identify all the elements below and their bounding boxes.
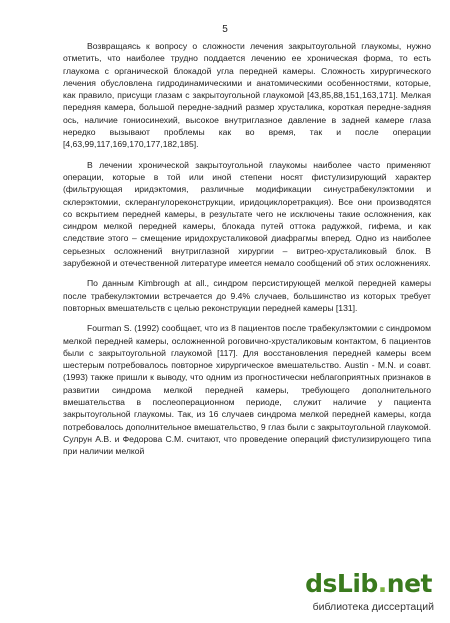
- logo-tld: net: [386, 569, 432, 598]
- paragraph-3: По данным Kimbrough at all., синдром персистирующей мелкой передней камеры после трабекулэктомии встречается до 9.4% случаев, большинство из которых требует повторных вмешательств с целью реконструкции передней камеры [131].: [63, 278, 431, 313]
- dslib-watermark[interactable]: [286, 569, 436, 613]
- logo-dot: .: [377, 569, 387, 598]
- paragraph-2: В лечении хронической закрытоугольной глаукомы наиболее часто применяют операции, которые в той или иной степени носят фистулизирующий характер (фильтрующая иридэктомия, различные модификации синустрабекулэктомии и склерэктомии, склерангулореконструкции, иридоциклоретракция). Все они производятся со вскрытием передней камеры, в результате чего не исключены такие осложнения, как синдром мелкой передней камеры, блокада путей оттока радужкой, гифема, и как следствие этого – смещение иридохрусталиковой диафрагмы вперед. Одно из наиболее серьезных осложнений внутриглазной хирургии – витрео-хрусталиковый блок. В зарубежной и отечественной литературе имеется немало сообщений об этих осложнениях.: [63, 159, 431, 269]
- logo-main: dsLib: [305, 569, 378, 598]
- paragraph-4: Fourman S. (1992) сообщает, что из 8 пациентов после трабекулэктомии с синдромом мелкой передней камеры, осложненной роговично-хрусталиковым контактом, 6 пациентов были с закрытоугольной глаукомой [117]. Для восстановления передней камеры всем шестерым потребовалось повторное хирургическое вмешательство. Austin - M.N. и соавт.(1993) также пришли к выводу, что одним из прогностически неблагоприятных признаков в развитии синдрома мелкой передней камеры, требующего дополнительного вмешательства в послеоперационном периоде, служит наличие у пациента закрытоугольной глаукомы. Так, из 16 случаев синдрома мелкой передней камеры, когда потребовалось дополнительное вмешательство, 9 глаз были с закрытоугольной глаукомой. Сулрун А.В. и Федорова С.М. считают, что проведение операций фистулизирующего типа при наличии мелкой: [63, 323, 431, 457]
- dslib-logo[interactable]: [305, 569, 432, 598]
- page-number: 5: [222, 24, 228, 35]
- watermark-caption: библиотека диссертаций: [312, 601, 434, 613]
- paragraph-1: Возвращаясь к вопросу о сложности лечения закрытоугольной глаукомы, нужно отметить, что наиболее трудно поддается лечению ее хроническая форма, то есть глаукома с органической блокадой угла передней камеры. Сложность хирургического лечения обусловлена гидродинамическими и анатомическими особенностями, которые, как правило, присущи глазам с закрытоугольной глаукомой [43,85,88,151,163,171]. Мелкая передняя камера, большой передне-задний размер хрусталика, короткая передне-задняя ось, наличие гониосинехий, высокое внутриглазное давление в задней камере глаза нередко вызывают проблемы как во время, так и после операции [4,63,99,117,169,170,177,182,185].: [63, 41, 431, 150]
- document-body: [63, 40, 431, 466]
